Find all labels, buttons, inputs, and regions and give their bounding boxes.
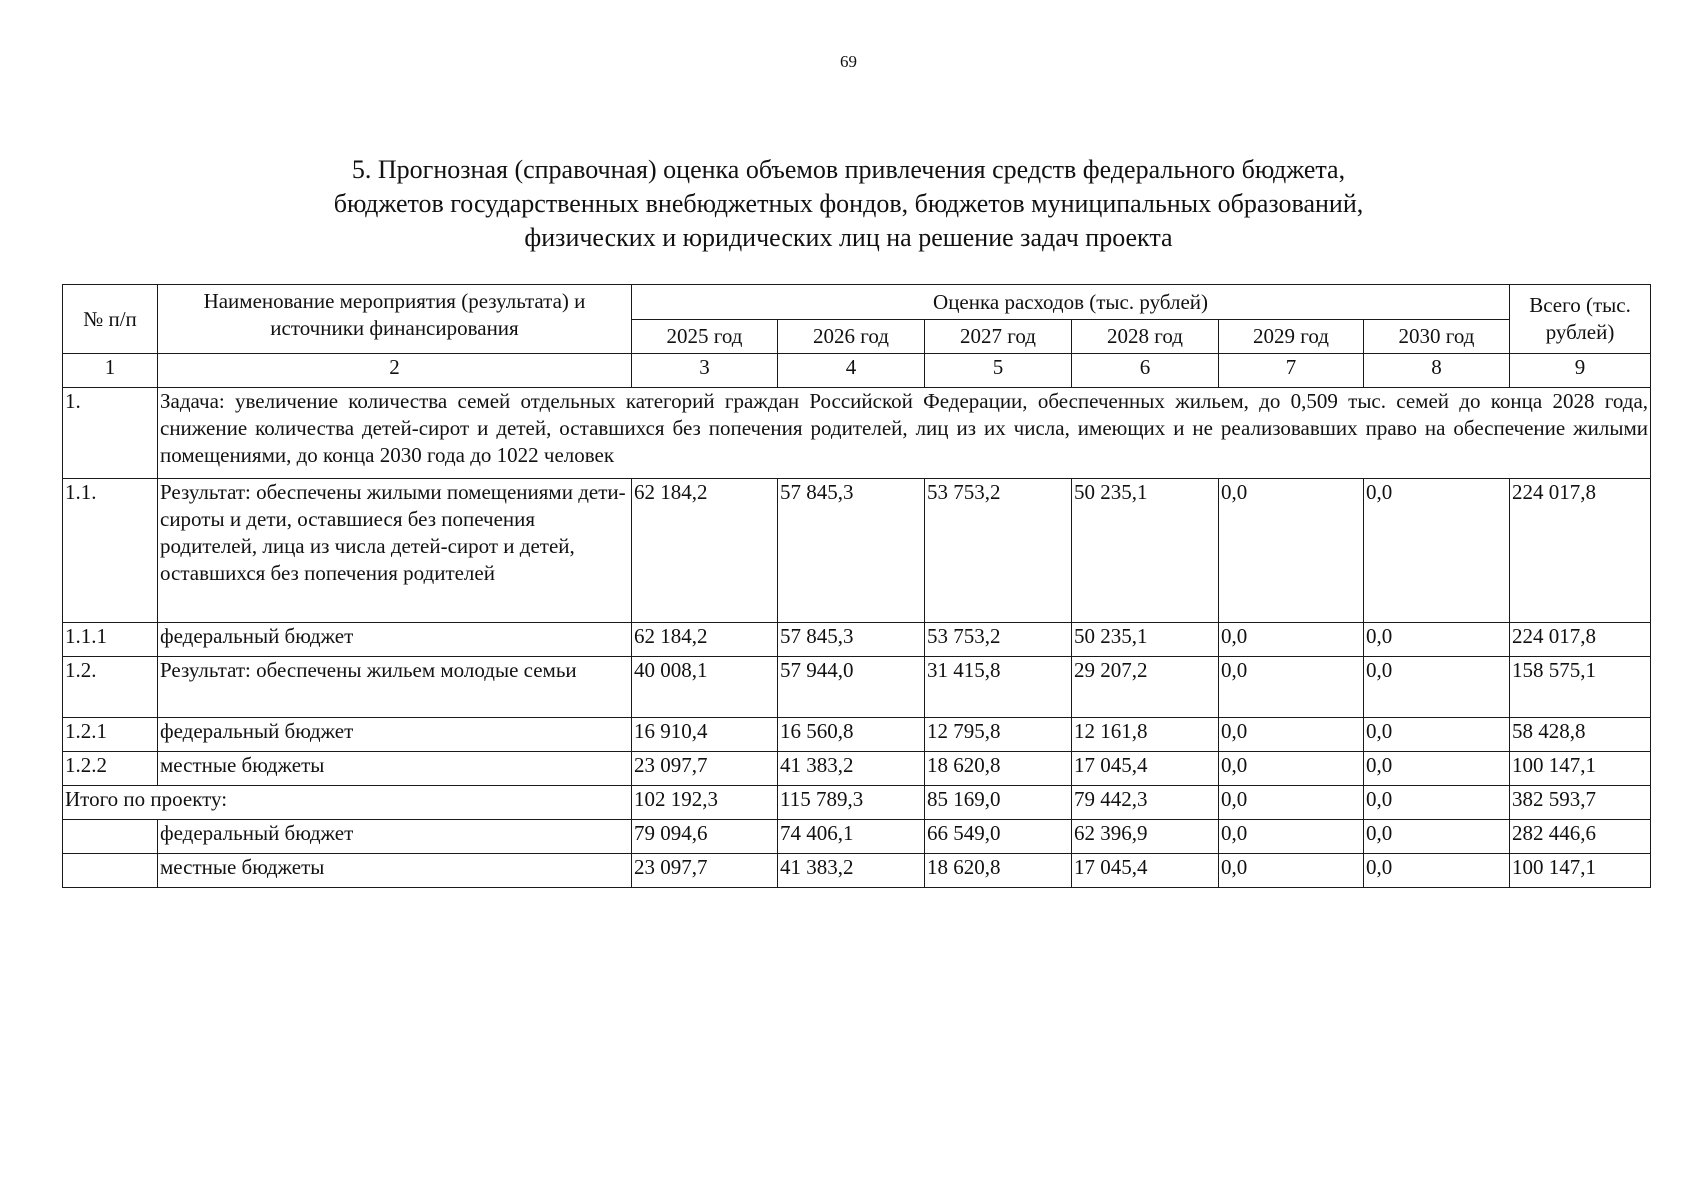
row-value: 62 184,2 [632,479,778,623]
row-total: 158 575,1 [1510,657,1651,718]
column-number: 3 [632,354,778,388]
row-value: 18 620,8 [925,854,1072,888]
row-value: 0,0 [1219,479,1364,623]
row-value: 74 406,1 [778,820,925,854]
header-year: 2029 год [1219,320,1364,354]
row-value: 31 415,8 [925,657,1072,718]
column-number-row [63,354,1651,388]
row-value: 0,0 [1364,657,1510,718]
task-text: Задача: увеличение количества семей отдельных категорий граждан Российской Федерации, обеспеченных жильем, до 0,509 тыс. семей до конца 2028 года, снижение количества детей-сирот и детей, оставшихся без попечения родителей, лиц из их числа, имеющих и не реализовавших право на обеспечение жилыми помещениями, до конца 2030 года до 1022 человек [158,388,1651,479]
column-number: 2 [158,354,632,388]
column-number: 4 [778,354,925,388]
row-value: 12 795,8 [925,718,1072,752]
row-num: 1.1. [63,479,158,623]
header-year: 2025 год [632,320,778,354]
row-value: 0,0 [1364,820,1510,854]
row-total: 100 147,1 [1510,854,1651,888]
row-value: 66 549,0 [925,820,1072,854]
total-label: Итого по проекту: [63,786,632,820]
row-value: 79 094,6 [632,820,778,854]
title-line-1: 5. Прогнозная (справочная) оценка объемов привлечения средств федерального бюджета, [351,155,1346,184]
row-value: 50 235,1 [1072,623,1219,657]
row-value: 0,0 [1364,718,1510,752]
row-value: 12 161,8 [1072,718,1219,752]
table-row [63,657,1651,718]
row-value: 57 944,0 [778,657,925,718]
row-num: 1.2.1 [63,718,158,752]
page-number: 69 [840,52,857,71]
row-value: 0,0 [1219,820,1364,854]
row-value: 57 845,3 [778,479,925,623]
row-num [63,820,158,854]
row-name: местные бюджеты [158,854,632,888]
row-name: Результат: обеспечены жилыми помещениями дети-сироты и дети, оставшиеся без попечения родителей, лица из числа детей-сирот и детей, оставшихся без попечения родителей [158,479,632,623]
task-row [63,388,1651,479]
row-value: 0,0 [1219,657,1364,718]
table-row [63,623,1651,657]
row-total: 58 428,8 [1510,718,1651,752]
row-value: 18 620,8 [925,752,1072,786]
row-num: 1.1.1 [63,623,158,657]
column-number: 8 [1364,354,1510,388]
row-value: 0,0 [1364,854,1510,888]
row-name: федеральный бюджет [158,623,632,657]
table-row [63,854,1651,888]
table-row [63,752,1651,786]
column-number: 7 [1219,354,1364,388]
header-total: Всего (тыс. рублей) [1510,285,1651,354]
row-value: 23 097,7 [632,854,778,888]
row-name: федеральный бюджет [158,820,632,854]
column-number: 9 [1510,354,1651,388]
header-year: 2028 год [1072,320,1219,354]
header-estimate: Оценка расходов (тыс. рублей) [632,285,1510,320]
total-value: 115 789,3 [778,786,925,820]
page-title [0,153,1697,255]
task-num: 1. [63,388,158,479]
row-name: местные бюджеты [158,752,632,786]
header-year: 2027 год [925,320,1072,354]
row-value: 17 045,4 [1072,854,1219,888]
row-name: федеральный бюджет [158,718,632,752]
total-value: 102 192,3 [632,786,778,820]
row-value: 40 008,1 [632,657,778,718]
row-value: 0,0 [1219,623,1364,657]
table-row [63,718,1651,752]
row-value: 23 097,7 [632,752,778,786]
column-number: 6 [1072,354,1219,388]
header-name: Наименование мероприятия (результата) и источники финансирования [158,285,632,354]
row-value: 0,0 [1219,752,1364,786]
row-value: 29 207,2 [1072,657,1219,718]
row-value: 0,0 [1364,752,1510,786]
total-value: 382 593,7 [1510,786,1651,820]
row-total: 282 446,6 [1510,820,1651,854]
header-year: 2026 год [778,320,925,354]
column-number: 5 [925,354,1072,388]
row-num: 1.2. [63,657,158,718]
row-value: 0,0 [1364,479,1510,623]
row-value: 41 383,2 [778,854,925,888]
row-value: 0,0 [1364,623,1510,657]
header-row-1 [63,285,1651,320]
row-total: 224 017,8 [1510,479,1651,623]
total-value: 79 442,3 [1072,786,1219,820]
row-value: 62 184,2 [632,623,778,657]
row-value: 41 383,2 [778,752,925,786]
table-row [63,479,1651,623]
row-value: 17 045,4 [1072,752,1219,786]
row-num: 1.2.2 [63,752,158,786]
total-row [63,786,1651,820]
total-value: 0,0 [1219,786,1364,820]
row-name: Результат: обеспечены жильем молодые семьи [158,657,632,718]
row-value: 53 753,2 [925,623,1072,657]
header-num: № п/п [63,285,158,354]
row-value: 50 235,1 [1072,479,1219,623]
row-value: 16 910,4 [632,718,778,752]
row-value: 16 560,8 [778,718,925,752]
title-line-2: бюджетов государственных внебюджетных фондов, бюджетов муниципальных образований, [333,189,1364,218]
row-total: 100 147,1 [1510,752,1651,786]
total-value: 0,0 [1364,786,1510,820]
row-num [63,854,158,888]
row-value: 62 396,9 [1072,820,1219,854]
table-row [63,820,1651,854]
column-number: 1 [63,354,158,388]
row-value: 0,0 [1219,854,1364,888]
total-value: 85 169,0 [925,786,1072,820]
row-total: 224 017,8 [1510,623,1651,657]
header-year: 2030 год [1364,320,1510,354]
row-value: 0,0 [1219,718,1364,752]
budget-table [62,284,1651,888]
row-value: 53 753,2 [925,479,1072,623]
title-line-3: физических и юридических лиц на решение задач проекта [524,223,1173,252]
row-value: 57 845,3 [778,623,925,657]
